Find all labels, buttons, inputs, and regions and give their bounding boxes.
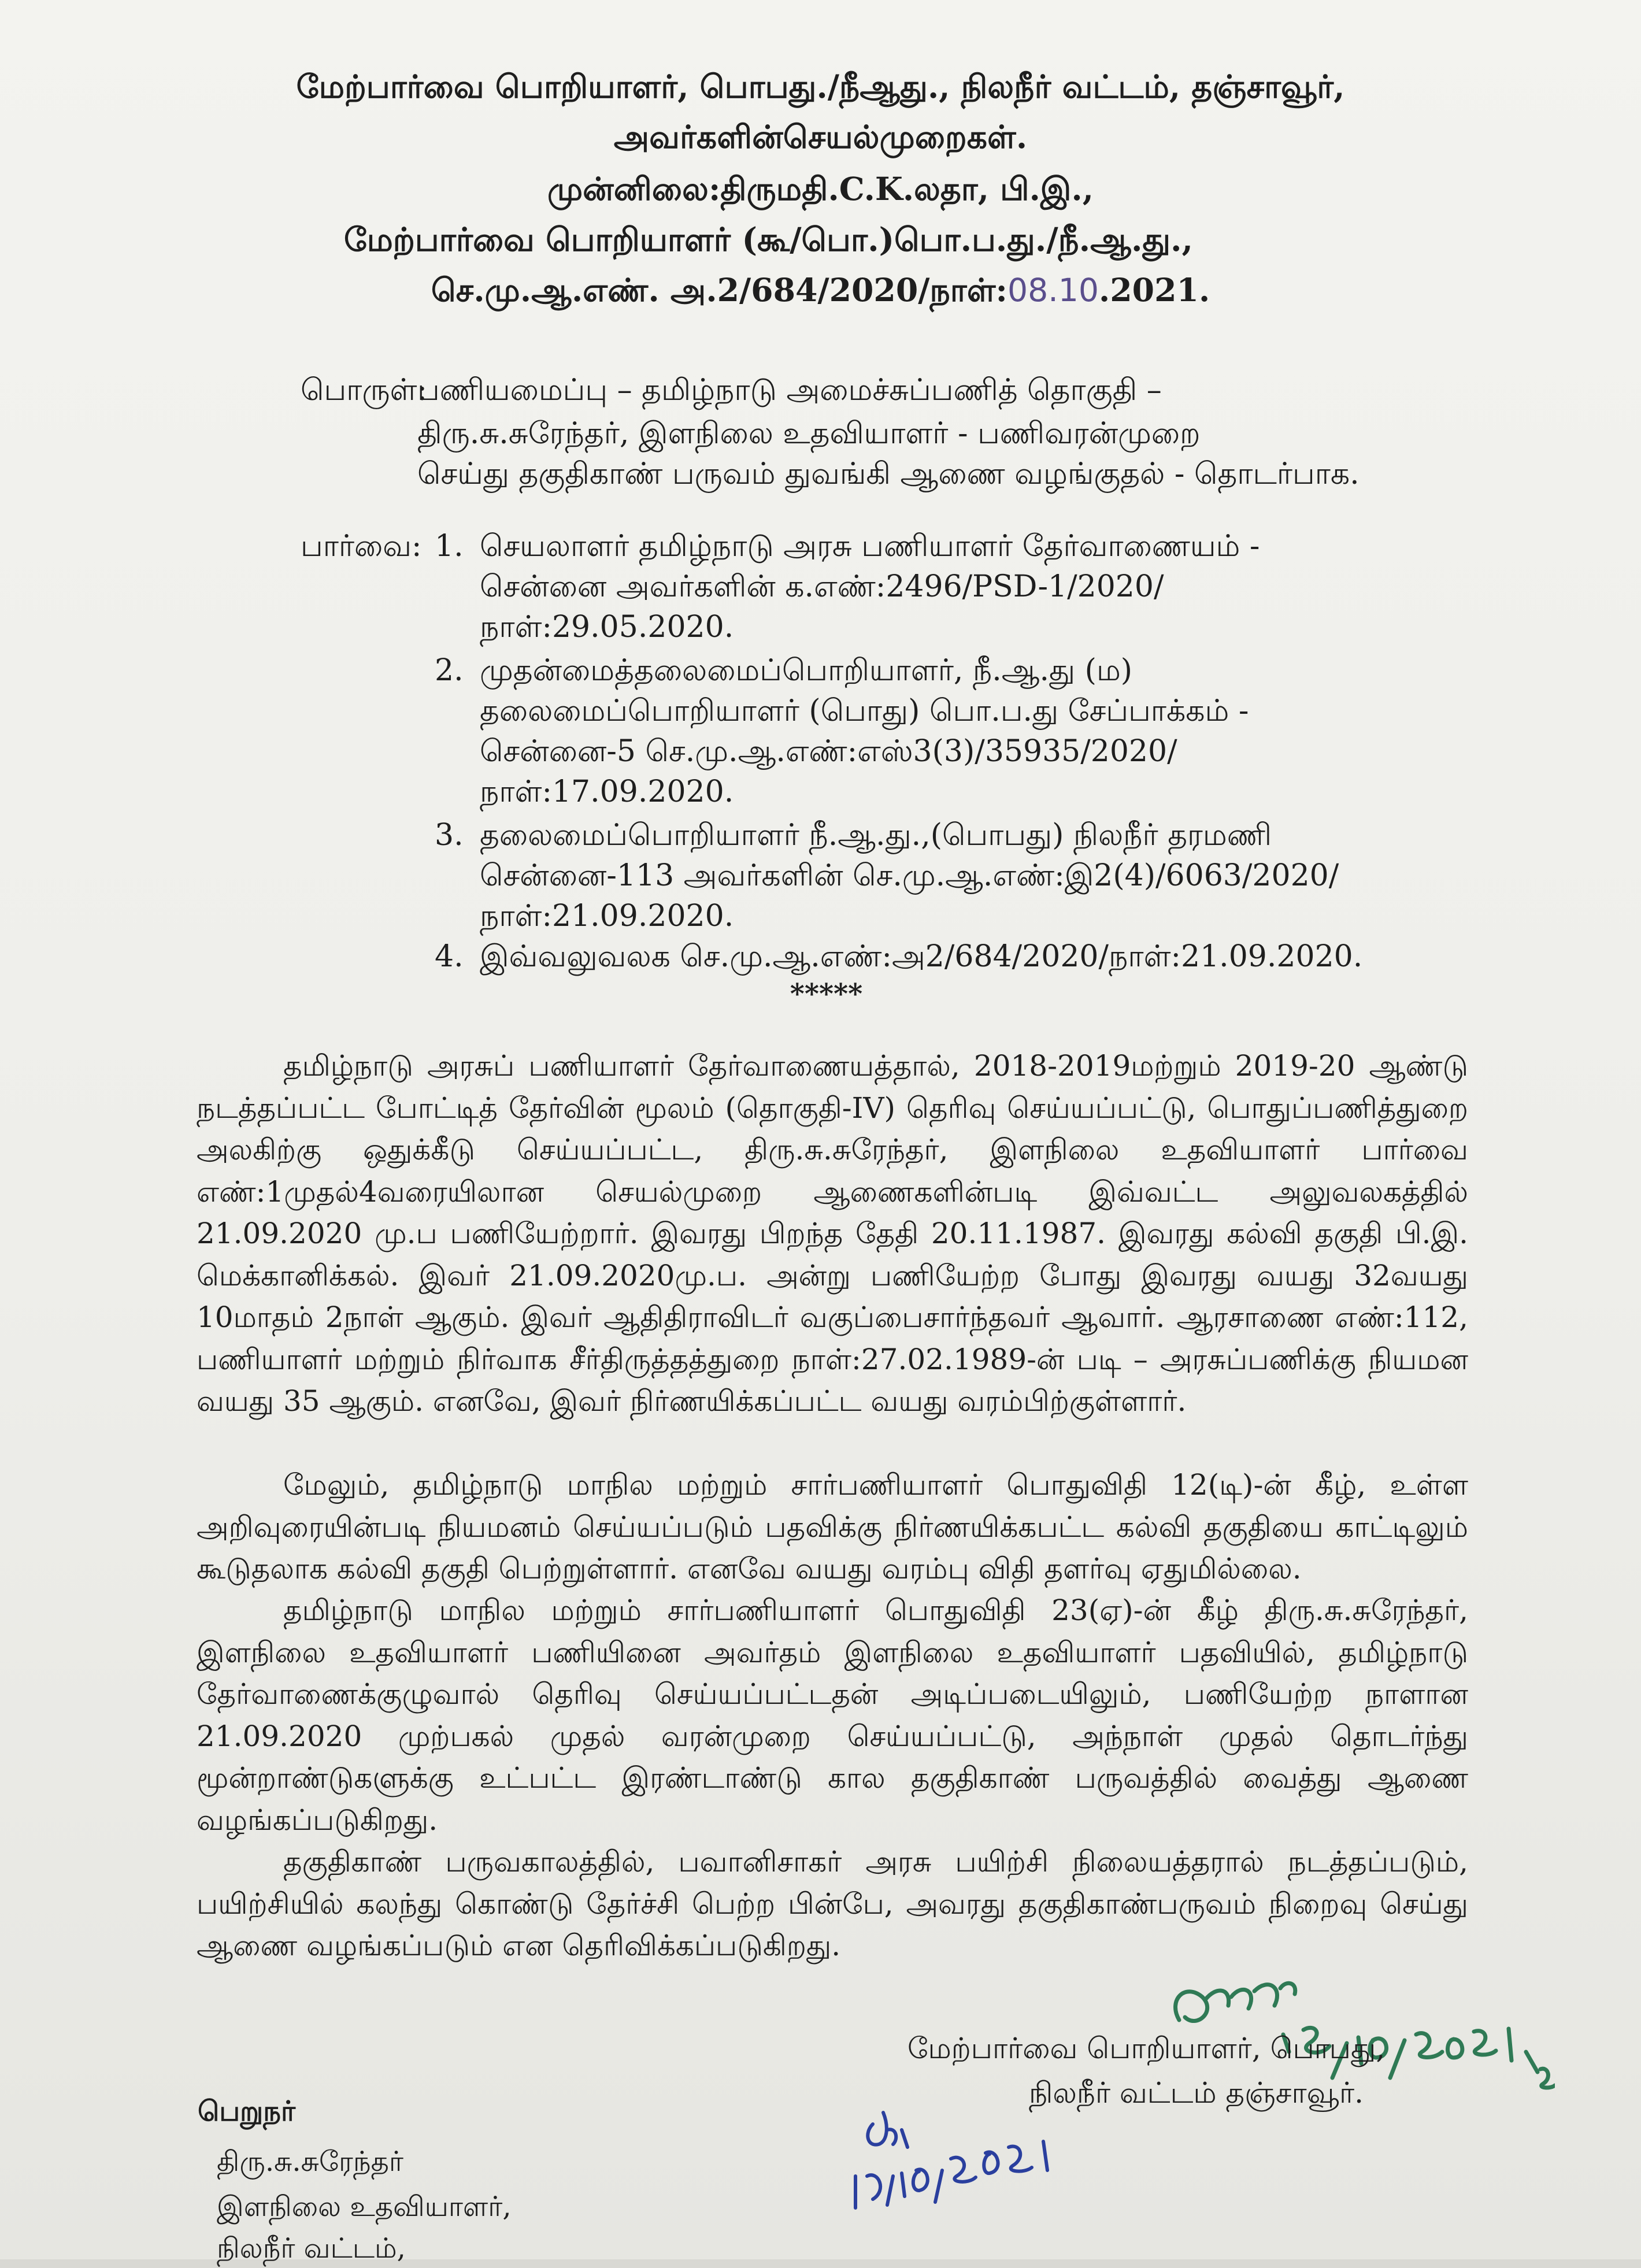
body-paragraph: தமிழ்நாடு அரசுப் பணியாளர் தேர்வாணையத்தால், 2018-2019மற்றும் 2019-20 ஆண்டு நடத்தப்பட்ட போட்டித் தேர்வின் மூலம் (தொகுதி-IV) தெரிவு செய்யப்பட்டு, பொதுப்பணித்துறை அலகிற்கு ஒதுக்கீடு செய்யப்பட்ட, திரு.சு.சுரேந்தர், இளநிலை உதவியாளர் பார்வை எண்:1முதல்4வரையிலான செயல்முறை ஆணைகளின்படி இவ்வட்ட அலுவலகத்தில் 21.09.2020 மு.ப பணியேற்றார். இவரது பிறந்த தேதி 20.11.1987. இவரது கல்வி தகுதி பி.இ. மெக்கானிக்கல். இவர் 21.09.2020மு.ப. அன்று பணியேற்ற போது இவரது வயது 32வயது 10மாதம் 2நாள் ஆகும். இவர் ஆதிதிராவிடர் வகுப்பைசார்ந்தவர் ஆவார். ஆரசாணை எண்:112, பணியாளர் மற்றும் நிர்வாக சீர்திருத்தத்துறை நாள்:27.02.1989-ன் படி – அரசுப்பணிக்கு நியமன வயது 35 ஆகும். எனவே, இவர் நிர்ணயிக்கப்பட்ட வயது வரம்பிற்குள்ளார். [197, 1049, 1468, 1418]
reference-number-suffix: .2021. [1099, 272, 1210, 309]
handwritten-date: 08.10 [1007, 272, 1099, 309]
subject-line: பணியமைப்பு – தமிழ்நாடு அமைச்சுப்பணித் தொகுதி – [417, 373, 1162, 407]
references-label: பார்வை: [301, 529, 422, 564]
recipient-office: நிலநீர் வட்டம், [217, 2232, 406, 2265]
reference-item-line: சென்னை-5 செ.மு.ஆ.எண்:எஸ்3(3)/35935/2020/ [480, 734, 1177, 769]
reference-item-line: தலைமைப்பொறியாளர் (பொது) பொ.ப.து சேப்பாக்கம் - [480, 694, 1249, 728]
reference-item-line: நாள்:29.05.2020. [480, 610, 734, 644]
reference-item-number: 3. [435, 818, 464, 853]
reference-item-line: நாள்:21.09.2020. [480, 899, 734, 933]
section-separator: ***** [790, 978, 863, 1010]
reference-item-number: 4. [435, 939, 464, 974]
reference-item-line: இவ்வலுவலக செ.மு.ஆ.எண்:அ2/684/2020/நாள்:21.09.2020. [480, 939, 1363, 974]
reference-item-line: நாள்:17.09.2020. [480, 774, 734, 809]
reference-item-number: 2. [435, 653, 464, 688]
body-paragraph: மேலும், தமிழ்நாடு மாநில மற்றும் சார்பணியாளர் பொதுவிதி 12(டி)-ன் கீழ், உள்ள அறிவுரையின்படி நியமனம் செய்யப்படும் பதவிக்கு நிர்ணயிக்கபட்ட கல்வி தகுதியை காட்டிலும் கூடுதலாக கல்வி தகுதி பெற்றுள்ளார். எனவே வயது வரம்பு விதி தளர்வு ஏதுமில்லை. [197, 1468, 1468, 1585]
reference-item-line: முதன்மைத்தலைமைப்பொறியாளர், நீ.ஆ.து (ம) [480, 653, 1133, 688]
body-paragraph: தகுதிகாண் பருவகாலத்தில், பவானிசாகர் அரசு பயிற்சி நிலையத்தரால் நடத்தப்படும், பயிற்சியில் கலந்து கொண்டு தேர்ச்சி பெற்ற பின்பே, அவரது தகுதிகாண்பருவம் நிறைவு செய்து ஆணை வழங்கப்படும் என தெரிவிக்கப்படுகிறது. [197, 1845, 1468, 1962]
reference-item-line: சென்னை அவர்களின் க.எண்:2496/PSD-1/2020/ [480, 569, 1164, 604]
reference-item-number: 1. [435, 529, 464, 564]
header-designation-line: மேற்பார்வை பொறியாளர் (கூ/பொ.)பொ.ப.து./நீ.ஆ.து., [343, 221, 1193, 259]
header-presence-line: முன்னிலை:திருமதி.C.K.லதா, பி.இ., [547, 171, 1094, 208]
signatory-office: நிலநீர் வட்டம் தஞ்சாவூர். [1029, 2076, 1364, 2110]
reference-item-line: தலைமைப்பொறியாளர் நீ.ஆ.து.,(பொபது) நிலநீர் தரமணி [480, 818, 1272, 853]
recipient-name: திரு.சு.சுரேந்தர் [217, 2145, 403, 2178]
body-paragraph: தமிழ்நாடு மாநில மற்றும் சார்பணியாளர் பொதுவிதி 23(ஏ)-ன் கீழ் திரு.சு.சுரேந்தர், இளநிலை உதவியாளர் பணியினை அவர்தம் இளநிலை உதவியாளர் பதவியில், தமிழ்நாடு தேர்வாணைக்குழுவால் தெரிவு செய்யப்பட்டதன் அடிப்படையிலும், பணியேற்ற நாளான 21.09.2020 முற்பகல் முதல் வரன்முறை செய்யப்பட்டு, அந்நாள் முதல் தொடர்ந்து மூன்றாண்டுகளுக்கு உட்பட்ட இரண்டாண்டு கால தகுதிகாண் பருவத்தில் வைத்து ஆணை வழங்கப்படுகிறது. [197, 1593, 1468, 1837]
reference-number [0, 272, 1641, 313]
subject-line: செய்து தகுதிகாண் பருவம் துவங்கி ஆணை வழங்குதல் - தொடர்பாக. [417, 457, 1360, 491]
reference-number-prefix: செ.மு.ஆ.எண். அ.2/684/2020/நாள்: [431, 272, 1007, 309]
reference-item-line: செயலாளர் தமிழ்நாடு அரசு பணியாளர் தேர்வாணையம் - [480, 529, 1260, 564]
recipient-designation: இளநிலை உதவியாளர், [217, 2191, 512, 2223]
subject-label: பொருள்: [301, 373, 427, 407]
recipient-label: பெறுநர் [198, 2095, 296, 2128]
reference-item-line: சென்னை-113 அவர்களின் செ.மு.ஆ.எண்:இ2(4)/6063/2020/ [480, 858, 1339, 893]
header-office-line: மேற்பார்வை பொறியாளர், பொபது./நீஆது., நிலநீர் வட்டம், தஞ்சாவூர், [296, 68, 1345, 106]
signatory-designation: மேற்பார்வை பொறியாளர், பொபது, [907, 2032, 1386, 2065]
subject-line: திரு.சு.சுரேந்தர், இளநிலை உதவியாளர் - பணிவரன்முறை [417, 416, 1201, 451]
header-proceedings-line: அவர்களின்செயல்முறைகள். [613, 118, 1028, 156]
